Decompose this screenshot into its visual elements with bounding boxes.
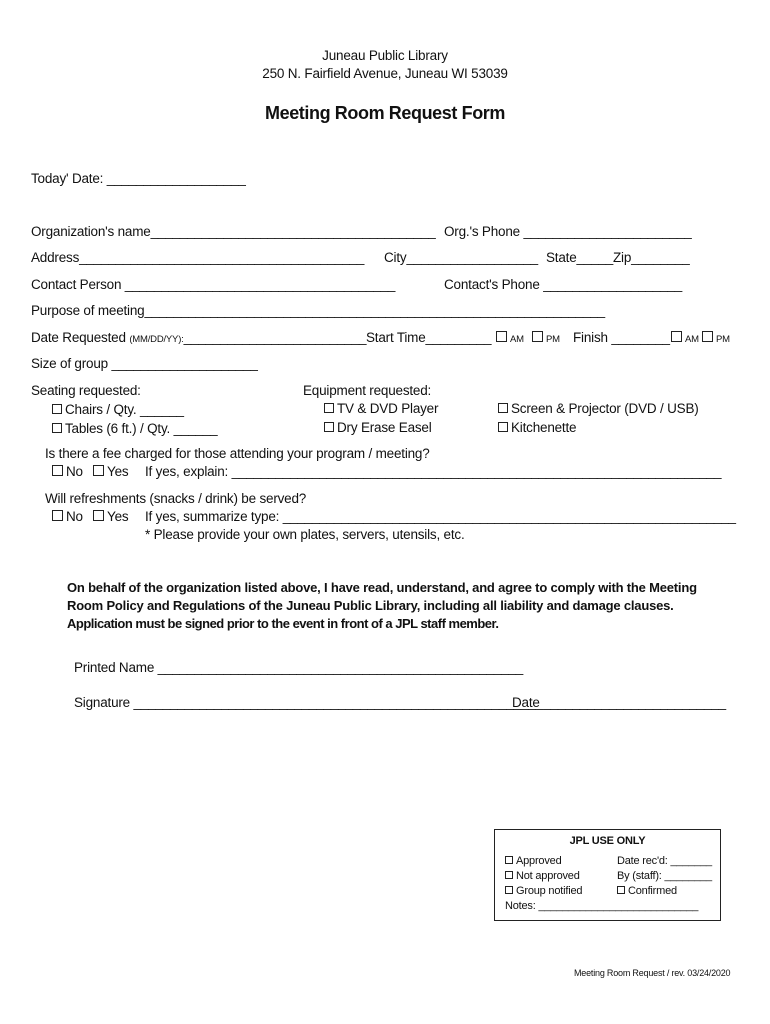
- fee-yes-option[interactable]: [93, 464, 128, 479]
- agreement-line-2: Room Policy and Regulations of the Juneau Public Library, including all liability and damage clauses.: [67, 598, 674, 613]
- approved-label: Approved: [516, 855, 562, 867]
- confirmed-option[interactable]: [617, 885, 677, 897]
- signature-field[interactable]: Signature ________________________________________________________: [74, 695, 543, 710]
- printed-name-field[interactable]: Printed Name __________________________________________________: [74, 660, 524, 675]
- tables-label: Tables (6 ft.) / Qty. ______: [65, 421, 218, 436]
- kitchenette-checkbox[interactable]: [498, 422, 508, 432]
- start-pm-option[interactable]: [532, 330, 560, 345]
- jpl-use-only-title: JPL USE ONLY: [569, 835, 646, 847]
- fee-question: Is there a fee charged for those attending your program / meeting?: [45, 446, 430, 461]
- kitchenette-option[interactable]: [498, 420, 576, 435]
- start-am-label: AM: [510, 334, 524, 345]
- purpose-field[interactable]: Purpose of meeting_______________________________________________________________: [31, 303, 605, 318]
- finish-am-checkbox[interactable]: [671, 331, 682, 342]
- chairs-label: Chairs / Qty. ______: [65, 402, 184, 417]
- by-staff-field[interactable]: By (staff): ________: [617, 870, 712, 882]
- finish-pm-option[interactable]: [702, 330, 730, 345]
- refreshments-summary-field[interactable]: If yes, summarize type: ______________________________________________________________: [145, 509, 736, 524]
- contact-phone-field[interactable]: Contact's Phone ___________________: [444, 277, 683, 292]
- tv-option[interactable]: [324, 401, 438, 416]
- signature-date-field[interactable]: Date _________________________: [512, 695, 726, 710]
- fee-yes-checkbox[interactable]: [93, 465, 104, 476]
- projector-label: Screen & Projector (DVD / USB): [511, 401, 699, 416]
- easel-checkbox[interactable]: [324, 422, 334, 432]
- approved-checkbox[interactable]: [505, 856, 513, 864]
- refreshments-note: * Please provide your own plates, servers, utensils, etc.: [145, 527, 465, 542]
- fee-yes-label: Yes: [107, 464, 129, 479]
- fee-no-option[interactable]: [52, 464, 83, 479]
- easel-option[interactable]: [324, 420, 432, 435]
- library-name: Juneau Public Library: [322, 48, 448, 63]
- contact-person-field[interactable]: Contact Person _____________________________________: [31, 277, 396, 292]
- agreement-line-3: Application must be signed prior to the event in front of a JPL staff member.: [67, 616, 499, 631]
- confirmed-label: Confirmed: [628, 885, 677, 897]
- refreshments-no-checkbox[interactable]: [52, 510, 63, 521]
- finish-pm-label: PM: [716, 334, 730, 345]
- tv-checkbox[interactable]: [324, 403, 334, 413]
- start-pm-checkbox[interactable]: [532, 331, 543, 342]
- confirmed-checkbox[interactable]: [617, 886, 625, 894]
- fee-explain-field[interactable]: If yes, explain: ___________________________________________________________________: [145, 464, 722, 479]
- refreshments-question: Will refreshments (snacks / drink) be served?: [45, 491, 307, 506]
- approved-option[interactable]: [505, 855, 562, 867]
- equipment-label: Equipment requested:: [303, 383, 432, 398]
- start-time-field[interactable]: Start Time_________: [366, 330, 492, 345]
- finish-am-option[interactable]: [671, 330, 699, 345]
- not-approved-checkbox[interactable]: [505, 871, 513, 879]
- refreshments-no-label: No: [66, 509, 83, 524]
- refreshments-no-option[interactable]: [52, 509, 83, 524]
- zip-field[interactable]: Zip________: [613, 250, 690, 265]
- not-approved-label: Not approved: [516, 870, 580, 882]
- group-notified-option[interactable]: [505, 885, 582, 897]
- revision-footer: Meeting Room Request / rev. 03/24/2020: [574, 968, 731, 978]
- tv-label: TV & DVD Player: [337, 401, 439, 416]
- projector-option[interactable]: [498, 401, 699, 416]
- chairs-option[interactable]: [52, 402, 184, 417]
- org-phone-field[interactable]: Org.'s Phone _______________________: [444, 224, 692, 239]
- projector-checkbox[interactable]: [498, 403, 508, 413]
- seating-label: Seating requested:: [31, 383, 141, 398]
- today-date-field[interactable]: Today' Date: ___________________: [31, 171, 246, 186]
- date-requested-label: Date Requested: [31, 330, 126, 345]
- start-am-checkbox[interactable]: [496, 331, 507, 342]
- state-field[interactable]: State_____: [546, 250, 614, 265]
- start-am-option[interactable]: [496, 330, 524, 345]
- form-title: Meeting Room Request Form: [264, 103, 505, 123]
- refreshments-yes-label: Yes: [107, 509, 129, 524]
- date-received-field[interactable]: Date rec'd: _______: [617, 855, 712, 867]
- city-field[interactable]: City__________________: [384, 250, 538, 265]
- easel-label: Dry Erase Easel: [337, 420, 432, 435]
- finish-am-label: AM: [685, 334, 699, 345]
- org-name-field[interactable]: Organization's name_______________________________________: [31, 224, 436, 239]
- jpl-use-only-box: [494, 829, 721, 921]
- date-requested-field[interactable]: [31, 330, 366, 345]
- refreshments-yes-option[interactable]: [93, 509, 128, 524]
- address-field[interactable]: Address_______________________________________: [31, 250, 365, 265]
- fee-no-label: No: [66, 464, 83, 479]
- start-pm-label: PM: [546, 334, 560, 345]
- not-approved-option[interactable]: [505, 870, 580, 882]
- fee-no-checkbox[interactable]: [52, 465, 63, 476]
- agreement-line-1: On behalf of the organization listed above, I have read, understand, and agree to comply with the Meeting: [67, 580, 697, 595]
- tables-option[interactable]: [52, 421, 217, 436]
- library-address: 250 N. Fairfield Avenue, Juneau WI 53039: [262, 66, 508, 81]
- chairs-checkbox[interactable]: [52, 404, 62, 414]
- group-notified-checkbox[interactable]: [505, 886, 513, 894]
- refreshments-yes-checkbox[interactable]: [93, 510, 104, 521]
- notes-field[interactable]: Notes: ___________________________: [505, 900, 699, 912]
- group-size-field[interactable]: Size of group ____________________: [31, 356, 258, 371]
- group-notified-label: Group notified: [516, 885, 583, 897]
- tables-checkbox[interactable]: [52, 423, 62, 433]
- date-format-label: (MM/DD/YY):: [129, 334, 184, 345]
- finish-pm-checkbox[interactable]: [702, 331, 713, 342]
- kitchenette-label: Kitchenette: [511, 420, 577, 435]
- date-requested-line: _________________________: [183, 330, 367, 345]
- finish-time-field[interactable]: Finish ________: [573, 330, 670, 345]
